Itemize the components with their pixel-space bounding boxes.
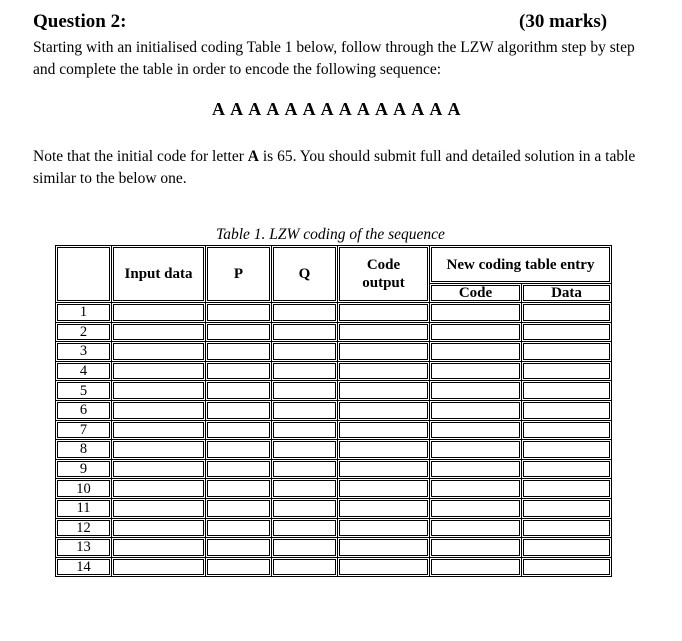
empty-cell — [338, 322, 430, 342]
empty-cell — [430, 303, 522, 323]
table-row — [56, 479, 612, 499]
empty-cell — [430, 361, 522, 381]
empty-cell — [206, 557, 272, 577]
header-q: Q — [272, 246, 338, 303]
row-number: 5 — [56, 381, 112, 401]
header-input-data: Input data — [112, 246, 206, 303]
empty-cell — [338, 518, 430, 538]
empty-cell — [206, 361, 272, 381]
empty-cell — [430, 322, 522, 342]
table-row — [56, 381, 612, 401]
table-row — [56, 557, 612, 577]
empty-cell — [206, 400, 272, 420]
row-number: 1 — [56, 303, 112, 323]
empty-cell — [112, 479, 206, 499]
empty-cell — [430, 459, 522, 479]
question-title: Question 2: — [33, 11, 127, 32]
empty-cell — [206, 440, 272, 460]
empty-cell — [272, 400, 338, 420]
empty-cell — [272, 459, 338, 479]
note-letter: A — [247, 148, 259, 165]
empty-cell — [338, 420, 430, 440]
header-p: P — [206, 246, 272, 303]
table-row — [56, 459, 612, 479]
table-row — [56, 322, 612, 342]
empty-cell — [206, 342, 272, 362]
empty-cell — [522, 479, 612, 499]
empty-cell — [112, 440, 206, 460]
empty-cell — [112, 361, 206, 381]
empty-cell — [112, 322, 206, 342]
empty-cell — [206, 498, 272, 518]
empty-cell — [338, 400, 430, 420]
question-intro: Starting with an initialised coding Table 1 below, follow through the LZW algorithm step by step and complete the table in order to encode the following sequence: — [33, 39, 635, 78]
empty-cell — [430, 557, 522, 577]
header-new-entry: New coding table entry — [430, 246, 612, 284]
table-row — [56, 342, 612, 362]
empty-cell — [272, 498, 338, 518]
header-code: Code — [430, 284, 522, 303]
row-number: 9 — [56, 459, 112, 479]
note-text-after: is 65. You should submit full and detailed solution in a table similar to the below one. — [33, 148, 636, 187]
table-row — [56, 440, 612, 460]
empty-cell — [430, 518, 522, 538]
empty-cell — [112, 303, 206, 323]
row-number: 7 — [56, 420, 112, 440]
empty-cell — [522, 361, 612, 381]
empty-cell — [338, 303, 430, 323]
empty-cell — [522, 381, 612, 401]
row-number: 2 — [56, 322, 112, 342]
empty-cell — [338, 498, 430, 518]
header-code-output — [338, 246, 430, 303]
empty-cell — [112, 342, 206, 362]
empty-cell — [522, 440, 612, 460]
table-header-row — [56, 246, 612, 284]
row-number: 6 — [56, 400, 112, 420]
table-row — [56, 498, 612, 518]
empty-cell — [338, 538, 430, 558]
empty-cell — [522, 322, 612, 342]
input-sequence: A A A A A A A A A A A A A A — [212, 99, 462, 119]
empty-cell — [272, 538, 338, 558]
empty-cell — [206, 322, 272, 342]
empty-cell — [272, 342, 338, 362]
row-number: 10 — [56, 479, 112, 499]
row-number: 13 — [56, 538, 112, 558]
empty-cell — [430, 420, 522, 440]
note-text-before: Note that the initial code for letter — [33, 148, 248, 165]
empty-cell — [112, 381, 206, 401]
empty-cell — [522, 303, 612, 323]
empty-cell — [522, 400, 612, 420]
empty-cell — [338, 381, 430, 401]
empty-cell — [112, 498, 206, 518]
table-row — [56, 361, 612, 381]
empty-cell — [112, 420, 206, 440]
empty-cell — [206, 381, 272, 401]
row-number: 12 — [56, 518, 112, 538]
header-data: Data — [522, 284, 612, 303]
row-number: 3 — [56, 342, 112, 362]
empty-cell — [206, 303, 272, 323]
empty-cell — [522, 498, 612, 518]
row-number: 11 — [56, 498, 112, 518]
empty-cell — [112, 538, 206, 558]
empty-cell — [112, 459, 206, 479]
table-caption: Table 1. LZW coding of the sequence — [216, 226, 445, 243]
header-code-output-line1: Code — [366, 257, 401, 273]
empty-cell — [112, 518, 206, 538]
table-row — [56, 400, 612, 420]
empty-cell — [430, 400, 522, 420]
empty-cell — [272, 361, 338, 381]
table-row — [56, 303, 612, 323]
empty-cell — [338, 557, 430, 577]
empty-cell — [272, 381, 338, 401]
empty-cell — [112, 400, 206, 420]
header-step — [56, 246, 112, 303]
row-number: 14 — [56, 557, 112, 577]
empty-cell — [522, 557, 612, 577]
empty-cell — [272, 479, 338, 499]
empty-cell — [272, 303, 338, 323]
empty-cell — [430, 440, 522, 460]
row-number: 8 — [56, 440, 112, 460]
empty-cell — [430, 342, 522, 362]
empty-cell — [206, 420, 272, 440]
empty-cell — [430, 498, 522, 518]
empty-cell — [338, 342, 430, 362]
empty-cell — [112, 557, 206, 577]
empty-cell — [206, 459, 272, 479]
empty-cell — [522, 518, 612, 538]
empty-cell — [272, 322, 338, 342]
question-marks: (30 marks) — [519, 11, 608, 32]
empty-cell — [338, 459, 430, 479]
empty-cell — [338, 361, 430, 381]
empty-cell — [206, 538, 272, 558]
empty-cell — [430, 538, 522, 558]
empty-cell — [206, 479, 272, 499]
empty-cell — [522, 538, 612, 558]
submission-note — [33, 146, 638, 190]
row-number: 4 — [56, 361, 112, 381]
header-code-output-line2: output — [362, 275, 405, 291]
empty-cell — [430, 479, 522, 499]
empty-cell — [522, 459, 612, 479]
empty-cell — [272, 518, 338, 538]
empty-cell — [272, 440, 338, 460]
empty-cell — [430, 381, 522, 401]
empty-cell — [338, 479, 430, 499]
table-row — [56, 518, 612, 538]
empty-cell — [206, 518, 272, 538]
table-row — [56, 538, 612, 558]
empty-cell — [522, 420, 612, 440]
empty-cell — [272, 420, 338, 440]
empty-cell — [272, 557, 338, 577]
lzw-coding-table — [55, 245, 612, 577]
empty-cell — [522, 342, 612, 362]
empty-cell — [338, 440, 430, 460]
table-row — [56, 420, 612, 440]
